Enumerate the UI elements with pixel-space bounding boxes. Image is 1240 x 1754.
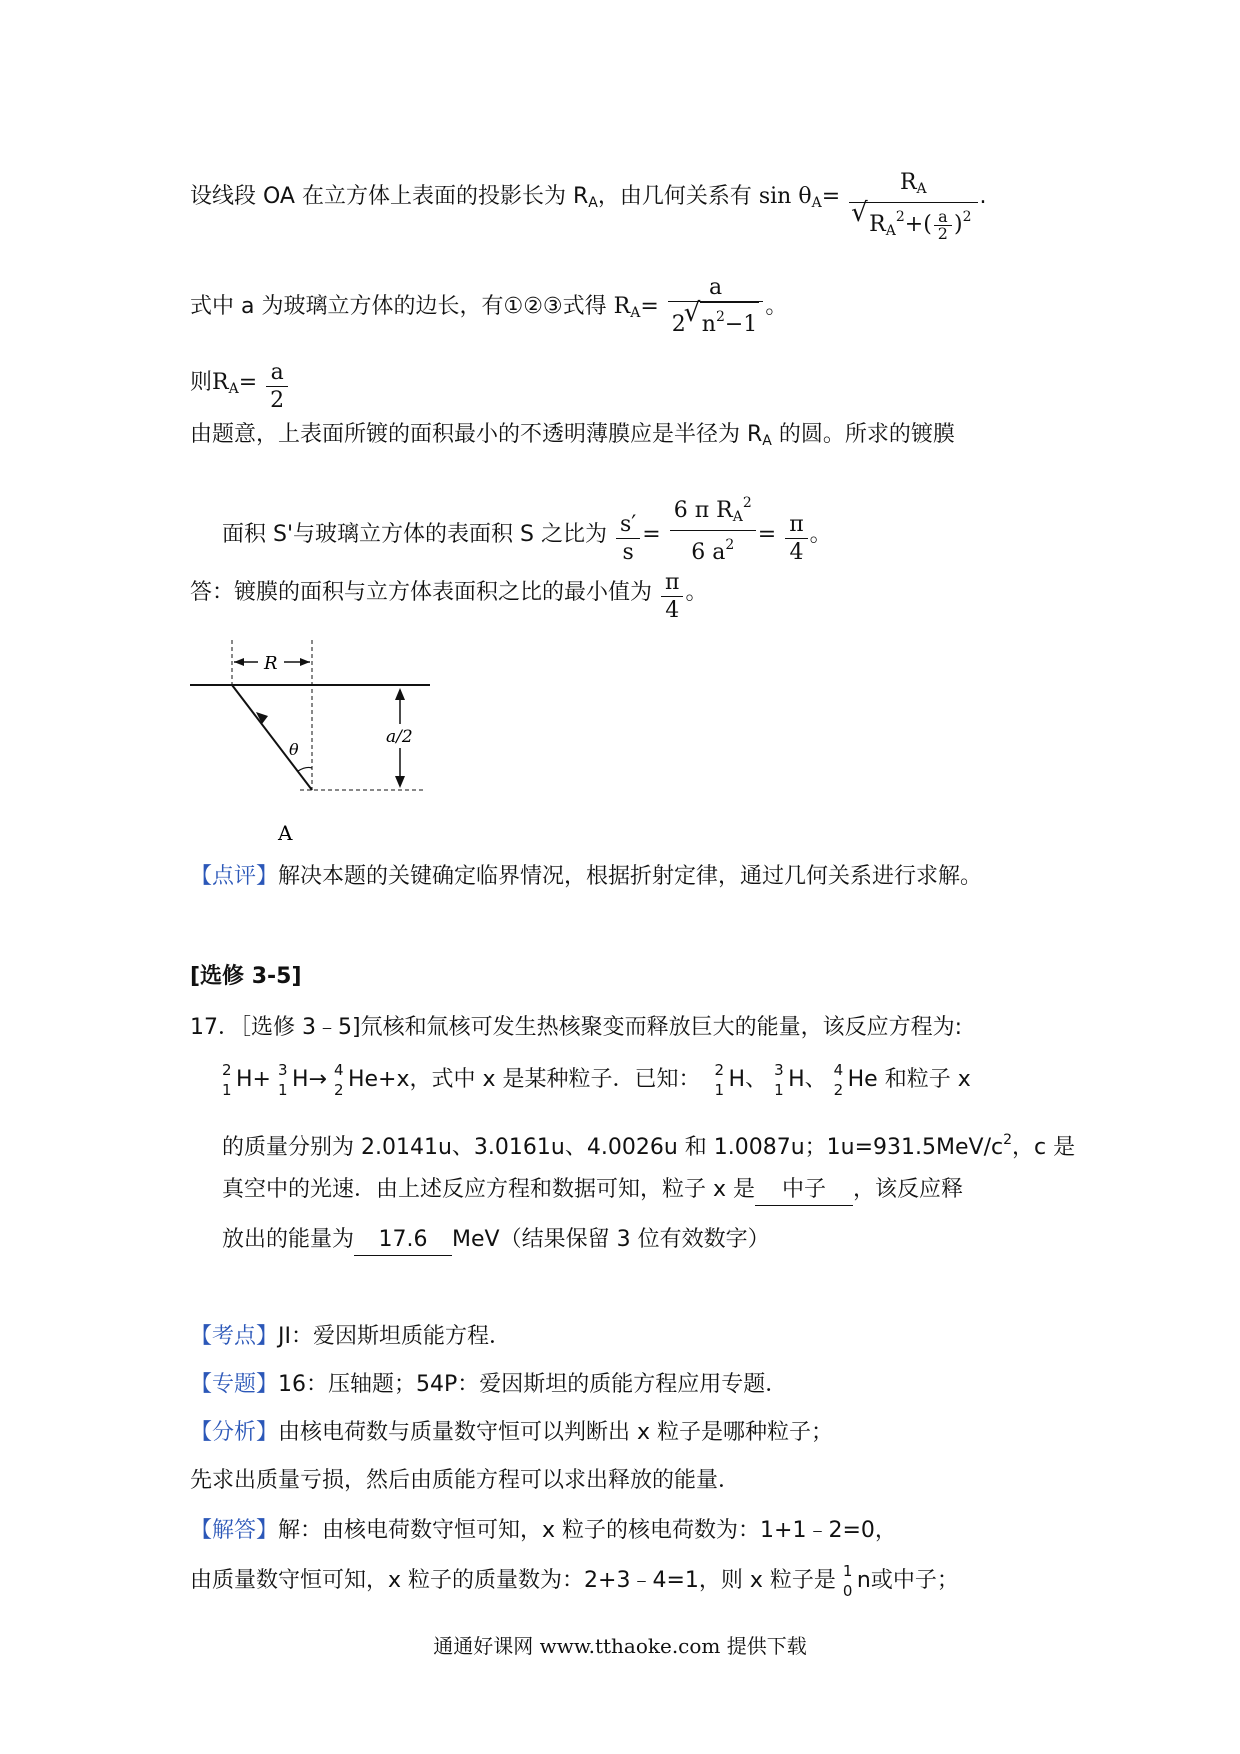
kaodian-tag: 【考点】 xyxy=(190,1324,279,1349)
comment-tag: 【点评】 xyxy=(190,864,279,889)
solution-line-4: 由题意，上表面所镀的面积最小的不透明薄膜应是半径为 $R_A$ 的圆。所求的镀膜 xyxy=(190,422,955,449)
section-title: [选修 3-5] xyxy=(190,964,302,989)
theta-arc xyxy=(298,767,312,771)
label-r: R xyxy=(264,653,278,674)
a-half-fraction: $\frac{a}{2}$ xyxy=(266,360,288,415)
s-ratio-fraction: $\frac{s'}{s}$ xyxy=(616,512,640,567)
nuclide-h2-known: 2 1 H xyxy=(714,1061,746,1099)
a-half-arrow-top xyxy=(395,688,405,700)
nuclide-neutron: 1 0 n xyxy=(842,1562,871,1600)
label-a-half: a/2 xyxy=(386,727,413,747)
jieda-line: 【解答】解：由核电荷数守恒可知，x 粒子的核电荷数为：1+1﹣2=0， xyxy=(190,1518,897,1543)
label-point-a: A xyxy=(278,821,293,845)
pi-quarter-fraction: $\frac{\pi}{4}$ xyxy=(785,512,807,567)
light-ray xyxy=(232,685,312,790)
jieda-line-2: 由质量数守恒可知，x 粒子的质量数为：2+3﹣4=1，则 x 粒子是 1 0 n或中子； xyxy=(190,1562,959,1600)
r-arrow-right xyxy=(300,658,310,666)
fenxi-tag: 【分析】 xyxy=(190,1420,279,1445)
refraction-geometry-diagram xyxy=(190,640,450,850)
label-theta: θ xyxy=(289,740,299,759)
nuclide-h3-known: 3 1 H xyxy=(774,1061,805,1099)
comment-line: 【点评】解决本题的关键确定临界情况，根据折射定律，通过几何关系进行求解。 xyxy=(190,864,983,889)
q17-line-5: 放出的能量为 17.6 MeV（结果保留 3 位有效数字） xyxy=(222,1225,770,1256)
solution-line-3: 则$R_A=$ $\frac{a}{2}$ xyxy=(190,360,290,415)
nuclide-h2: 2 1 H xyxy=(222,1061,253,1099)
fenxi-line: 【分析】由核电荷数与质量数守恒可以判断出 x 粒子是哪种粒子； xyxy=(190,1420,834,1445)
zhuanti-line: 【专题】16：压轴题；54P：爱因斯坦的质能方程应用专题． xyxy=(190,1372,788,1397)
q17-line-4: 真空中的光速．由上述反应方程和数据可知，粒子 x 是 中子 ，该反应释 xyxy=(222,1175,963,1206)
kaodian-line: 【考点】JI：爱因斯坦质能方程． xyxy=(190,1324,511,1349)
a-half-arrow-bottom xyxy=(395,776,405,788)
solution-line-2: 式中 a 为玻璃立方体的边长，有①②③式得 $R_A=$ $\frac{a}{2√ n^2-1}$ 。 xyxy=(190,275,787,339)
page-footer: 通通好课网 www.tthaoke.com 提供下载 xyxy=(433,1634,807,1658)
solution-line-1: 设线段 OA 在立方体上表面的投影长为 $R_A$，由几何关系有 $\sin \theta_A=$ $R_A$ √ $R_A^2+$( $\frac{a}{2}$ )$^2$ . xyxy=(190,170,987,245)
answer-line: 答：镀膜的面积与立方体表面积之比的最小值为 $\frac{\pi}{4}$ 。 xyxy=(190,570,708,623)
answer-fraction: $\frac{\pi}{4}$ xyxy=(661,570,683,625)
area-ratio-fraction: $\frac{6 \pi R_A^2}{6 a^2}$ xyxy=(670,490,756,567)
answer-blank-energy: 17.6 xyxy=(354,1225,452,1256)
fenxi-line-2: 先求出质量亏损，然后由质能方程可以求出释放的能量． xyxy=(190,1468,741,1493)
q17-reaction-equation: 2 1 H+ 3 1 H→ 4 2 He+x，式中 x 是某种粒子．已知： 2 1 H、 3 1 H、 4 2 He 和粒子 x xyxy=(222,1061,971,1099)
sin-theta-fraction: $R_A$ √ $R_A^2+$( $\frac{a}{2}$ )$^2$ xyxy=(849,170,977,245)
jieda-tag: 【解答】 xyxy=(190,1518,279,1543)
zhuanti-tag: 【专题】 xyxy=(190,1372,279,1397)
answer-blank-particle: 中子 xyxy=(755,1175,853,1206)
solution-line-5: 面积 S'与玻璃立方体的表面积 S 之比为 $\frac{s'}{s}$ = $\frac{6 \pi R_A^2}{6 a^2}$ = $\frac{\pi}{4}$ 。 xyxy=(222,490,832,567)
q17-line-3: 的质量分别为 2.0141u、3.0161u、4.0026u 和 1.0087u；$1u=931.5MeV/c^2$，c 是 xyxy=(222,1132,1076,1160)
r-arrow-left xyxy=(234,658,244,666)
ra-fraction: $\frac{a}{2√ n^2-1}$ xyxy=(668,275,764,339)
nuclide-h3: 3 1 H xyxy=(277,1061,309,1099)
q17-line-1: 17．［选修 3﹣5]氘核和氚核可发生热核聚变而释放巨大的能量，该反应方程为: xyxy=(190,1015,962,1040)
nuclide-he4-known: 4 2 He xyxy=(833,1061,878,1099)
nuclide-he4: 4 2 He xyxy=(333,1061,379,1099)
